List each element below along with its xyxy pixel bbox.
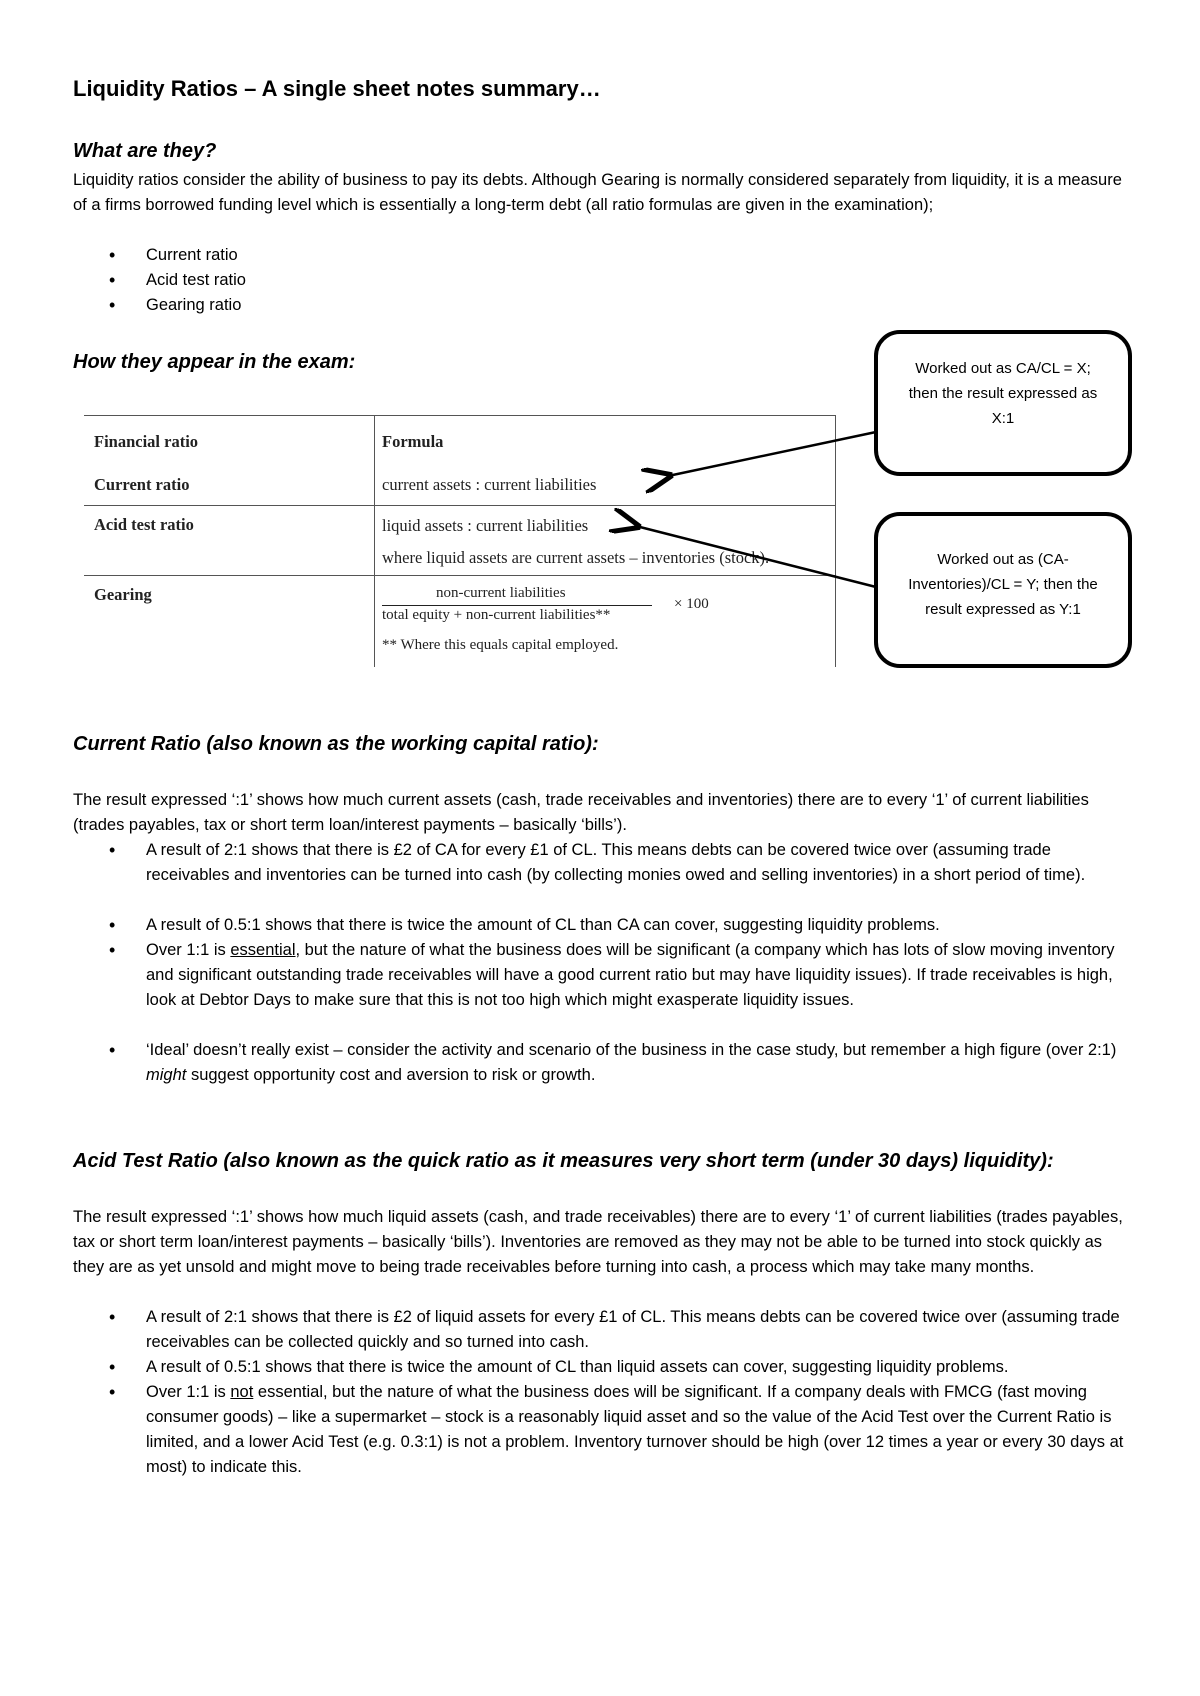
acid-ratio-formula: liquid assets : current liabilities [382,516,589,535]
list-item [73,1038,1133,1088]
bullet-text: Over 1:1 is [146,941,231,959]
acid-list [73,1305,1133,1355]
intro-paragraph: Liquidity ratios consider the ability of business to pay its debts. Although Gearing is normally considered separately from liquidity, it is a measure of a firms borrowed funding level which is essentially a long-term debt (all ratio formulas are given in the examination); [73,171,1122,214]
list-item: • A result of 0.5:1 shows that there is twice the amount of CL than liquid assets can cover, suggesting liquidity problems. [73,1355,1133,1380]
acid-paragraph: The result expressed ‘:1’ shows how much liquid assets (cash, and trade receivables) there are to every ‘1’ of current liabilities (trades payables, tax or short term loan/interest payments – basically ‘bills’). Inventories are removed as they may not be able to be turned into stock quickly as they are as yet unsold and might move to being trade receivables before turning into cash, a process which may take many months. [73,1208,1123,1276]
list-item: • Current ratio [73,243,673,268]
current-ratio-label: Current ratio [94,475,190,494]
list-item [73,938,1133,1013]
gearing-multiplier: × 100 [674,596,709,612]
intro-heading: What are they? [73,140,217,162]
exam-heading: How they appear in the exam: [73,351,356,373]
acid-list-2 [73,1355,1133,1380]
callout-acid: Worked out as (CA-Inventories)/CL = Y; then the result expressed as Y:1 [874,512,1132,668]
current-list [73,838,1133,888]
current-ratio-formula: current assets : current liabilities [382,475,597,494]
arrow-to-acid-formula [636,526,876,587]
col2-header: Formula [382,432,444,451]
acid-list-3 [73,1380,1133,1480]
arrow-to-current-formula [668,432,876,476]
bullet-text: , but the nature of what the business does will be significant (a company which has lots of slow moving inventory and significant outstanding trade receivables will have a good current ratio but may have liquidity issues). If trade receivables is high, look at Debtor Days to make sure that this is not too high which might exasperate liquidity issues. [146,941,1115,1009]
current-heading: Current Ratio (also known as the working capital ratio): [73,733,599,755]
bullet-text: Over 1:1 is [146,1383,231,1401]
gearing-numerator: non-current liabilities [436,585,566,601]
list-item [73,1380,1133,1480]
current-list-4 [73,1038,1133,1088]
list-item: • A result of 2:1 shows that there is £2 of CA for every £1 of CL. This means debts can be covered twice over (assuming trade receivables and inventories can be turned into cash (by collecting monies owed and selling inventories) in a short period of time). [73,838,1133,888]
current-list-2 [73,913,1133,938]
page-title: Liquidity Ratios – A single sheet notes summary… [73,76,601,101]
acid-ratio-note: where liquid assets are current assets – inventories (stock). [382,548,770,567]
col1-header: Financial ratio [94,432,199,451]
acid-ratio-label: Acid test ratio [94,515,194,534]
emphasis: not [230,1383,254,1401]
current-paragraph: The result expressed ‘:1’ shows how much current assets (cash, trade receivables and inventories) there are to every ‘1’ of current liabilities (trades payables, tax or short term loan/interest payments – basically ‘bills’). [73,791,1089,834]
list-item: • A result of 0.5:1 shows that there is twice the amount of CL than CA can cover, suggesting liquidity problems. [73,913,1133,938]
list-item: • Gearing ratio [73,293,673,318]
acid-heading: Acid Test Ratio (also known as the quick ratio as it measures very short term (under 30 days) liquidity): [73,1150,1054,1172]
list-item: • Acid test ratio [73,268,673,293]
bullet-text: essential, but the nature of what the business does will be significant. If a company deals with FMCG (fast moving consumer goods) – like a supermarket – stock is a reasonably liquid asset and so the value of the Acid Test over the Current Ratio is limited, and a lower Acid Test (e.g. 0.3:1) is not a problem. Inventory turnover should be high (over 12 times a year or every 30 days at most) to indicate this. [146,1383,1124,1476]
emphasis: might [146,1066,187,1084]
callout-current: Worked out as CA/CL = X; then the result expressed as X:1 [874,330,1132,476]
gearing-denominator: total equity + non-current liabilities** [382,607,611,623]
bullet-text: ‘Ideal’ doesn’t really exist – consider the activity and scenario of the business in the case study, but remember a high figure (over 2:1) [146,1041,1117,1059]
list-item: • A result of 2:1 shows that there is £2 of liquid assets for every £1 of CL. This means debts can be covered twice over (assuming trade receivables can be collected quickly and so turned into cash. [73,1305,1133,1355]
bullet-text: suggest opportunity cost and aversion to risk or growth. [186,1066,596,1084]
emphasis: essential [230,941,296,959]
current-list-3 [73,938,1133,1013]
gearing-label: Gearing [94,585,152,604]
gearing-note: ** Where this equals capital employed. [382,637,619,653]
